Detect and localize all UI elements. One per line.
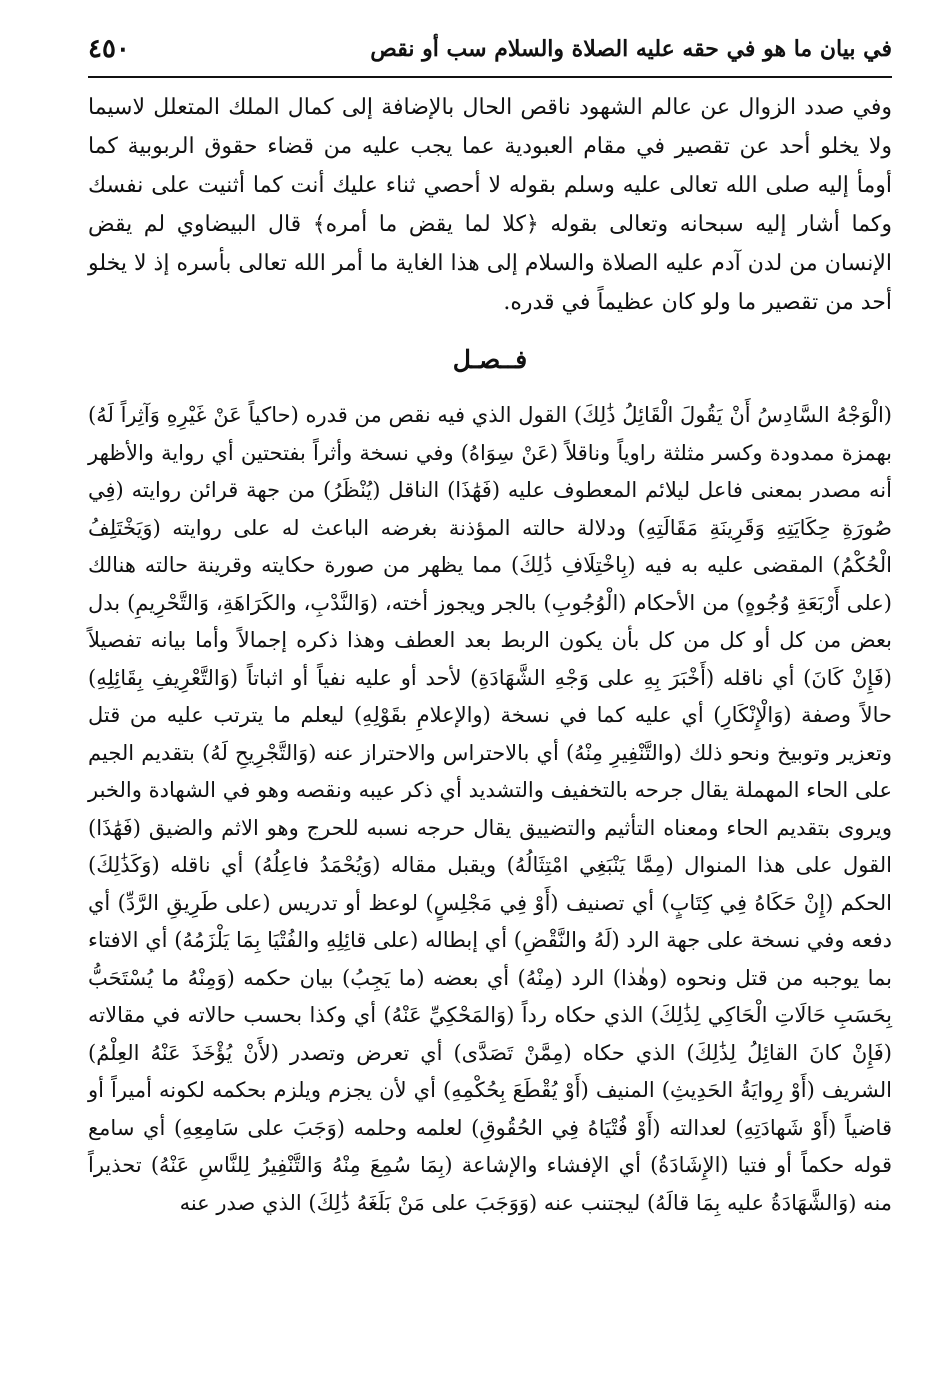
running-header (88, 28, 892, 78)
page-number: ٤٥٠ (88, 34, 130, 64)
book-page (88, 28, 892, 1358)
section-heading: فــصـل (452, 345, 528, 374)
header-title: في بيان ما هو في حقه عليه الصلاة والسلام سب أو نقص (370, 36, 892, 62)
intro-paragraph: وفي صدد الزوال عن عالم الشهود ناقص الحال بالإضافة إلى كمال الملك المتعلل لاسيما ولا يخلو أحد عن تقصير في مقام العبودية عما يجب عليه من قضاء حقوق الربوبية كما أومأ إليه صلى الله تعالى عليه وسلم بقوله لا أحصي ثناء عليك أنت كما أثنيت على نفسك وكما أشار إليه سبحانه وتعالى بقوله ﴿كلا لما يقض ما أمره﴾ قال البيضاوي لم يقض الإنسان من لدن آدم عليه الصلاة والسلام إلى هذا الغاية ما أمر الله تعالى بأسره إذ لا يخلو أحد من تقصير ما ولو كان عظيماً في قدره. (88, 95, 892, 315)
body-paragraph: (الْوَجْهُ السَّادِسُ أَنْ يَقُولَ الْقَائِلُ ذَٰلِكَ) القول الذي فيه نقص من قدره (حاكياً عَنْ غَيْرِهِ وَآثِراً لَهُ) بهمزة ممدودة وكسر مثلثة راوياً وناقلاً (عَنْ سِوَاهُ) وفي نسخة وأثراً بفتحتين أي رواية والأظهر أنه مصدر بمعنى فاعل ليلائم المعطوف عليه (فَهَٰذَا) الناقل (يُنْظَرُ) من جهة قرائن روايته (فِي صُورَةِ حِكَايَتِهِ وَقَرِينَةِ مَقَالَتِهِ) ودلالة حالته المؤذنة بغرضه الباعث له على روايته (وَيَخْتَلِفُ الْحُكْمُ) المقضى عليه به فيه (بِاخْتِلَافِ ذَٰلِكَ) مما يظهر من صورة حكايته وقرينة حالته هنالك (على أَرْبَعَةِ وُجُوهٍ) من الأحكام (الْوُجُوبِ) بالجر ويجوز أخته، (وَالنَّدْبِ، والكَرَاهَةِ، وَالتَّحْرِيمِ) بدل بعض من كل أو كل من كل بأن يكون الربط بعد العطف وهذا ذكره إجمالاً وأما بيانه تفصيلاً (فَإِنْ كَانَ) أي ناقله (أَخْبَرَ بِهِ على وَجْهِ الشَّهَادَةِ) لأحد أو عليه نفياً أو اثباتاً (وَالتَّعْرِيفِ بِقَائِلِهِ) حالاً وصفة (وَالْإِنْكَارِ) أي عليه كما في نسخة (والإعلامِ بقَوْلِهِ) ليعلم ما يترتب عليه من قتل وتعزير وتوبيخ ونحو ذلك (والتَّنْفِيرِ مِنْهُ) أي بالاحتراس والاحتراز عنه (وَالتَّجْرِيحِ لَهُ) بتقديم الجيم على الحاء المهملة يقال جرحه بالتخفيف والتشديد أي ذكر عيبه ونقصه وهو في الشهادة والخبر ويروى بتقديم الحاء ومعناه التأثيم والتضييق يقال حرجه نسبه للحرج وهو الاثم والضيق (فَهَٰذَا) القول على هذا المنوال (مِمَّا يَنْبَغِي امْتِثَالُهُ) ويقبل مقاله (وَيُحْمَدُ فاعِلُهُ) أي ناقله (وَكَذَٰلِكَ) الحكم (إِنْ حَكَاهُ فِي كِتَابٍ) أي تصنيف (أَوْ فِي مَجْلِسٍ) لوعظ أو تدريس (على طَرِيقِ الرَّدِّ) أي دفعه وفي نسخة على جهة الرد (لَهُ والنَّقْضِ) أي إبطاله (على قائِلِهِ والفُتْيَا بِمَا يَلْزَمُهُ) أي الافتاء بما يوجبه من قتل ونحوه (وهٰذا) الرد (مِنْهُ) أي بعضه (ما يَجِبُ) بيان حكمه (وَمِنْهُ ما يُسْتَحَبُّ بِحَسَبِ حَالَاتِ الْحَاكِي لِذَٰلِكَ) الذي حكاه رداً (وَالمَحْكِيِّ عَنْهُ) أي وكذا بحسب حالاته في مقالاته (فَإِنْ كانَ القائِلُ لِذَٰلِكَ) الذي حكاه (مِمَّنْ تَصَدَّى) أي تعرض وتصدر (لأَنْ يُؤْخَذَ عَنْهُ العِلْمُ) الشريف (أَوْ رِوايَةُ الحَدِيثِ) المنيف (أَوْ يُقْطَعَ بِحُكْمِهِ) أي لأن يجزم ويلزم بحكمه لكونه أميراً أو قاضياً (أَوْ شَهادَتِهِ) لعدالته (أَوْ فُتْيَاهُ فِي الحُقُوقِ) لعلمه وحلمه (وَجَبَ على سَامِعِهِ) أي سامع قوله حكماً أو فتيا (الإِشَادَةُ) أي الإفشاء والإشاعة (بِمَا سُمِعَ مِنْهُ وَالتَّنْفِيرُ لِلنَّاسِ عَنْهُ) تحذيراً منه (وَالشَّهَادَةُ عليه بِمَا قالَهُ) ليجتنب عنه (وَوَجَبَ على مَنْ بَلَغَهُ ذَٰلِكَ) الذي صدر عنه (88, 403, 892, 1215)
